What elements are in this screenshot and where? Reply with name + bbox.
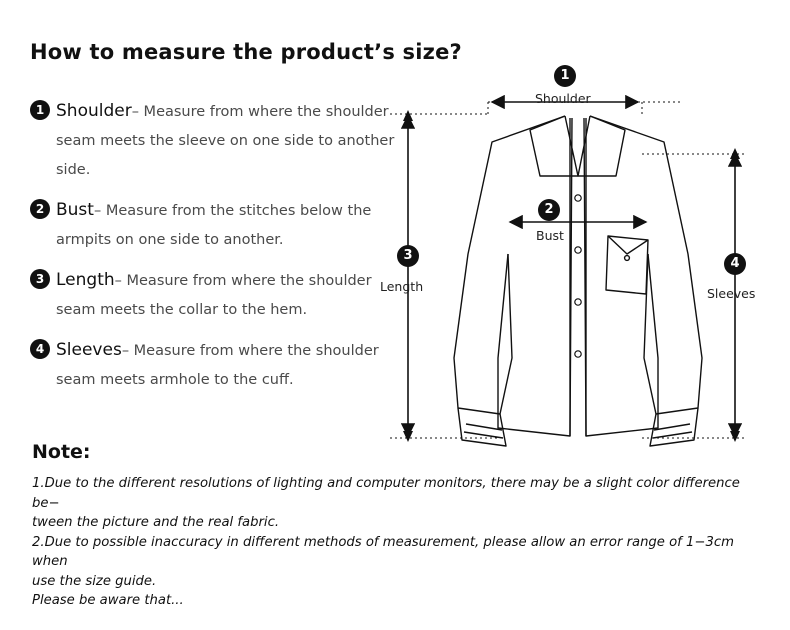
list-item <box>30 336 400 394</box>
shirt-measurement-diagram <box>380 58 780 448</box>
figure-label-sleeves: Sleeves <box>707 286 756 301</box>
figure-label-bust: Bust <box>536 228 564 243</box>
note-body <box>32 474 762 611</box>
note-line: Please be aware that... <box>32 593 184 608</box>
badge-number: 3 <box>30 269 50 289</box>
figure-badge-sleeves: 4 <box>724 253 746 275</box>
measurement-desc: – Measure from the stitches below the armpits on one side to another. <box>56 203 372 248</box>
badge-number: 4 <box>30 339 50 359</box>
figure-badge-length: 3 <box>397 245 419 267</box>
note-heading: Note: <box>32 441 91 463</box>
measurement-term: Bust <box>56 200 94 220</box>
note-line: 2.Due to possible inaccuracy in different methods of measurement, please allow an error range of 1−3cm when <box>32 534 734 569</box>
note-line: tween the picture and the real fabric. <box>32 515 280 530</box>
list-item <box>30 196 400 254</box>
figure-badge-bust: 2 <box>538 199 560 221</box>
badge-number: 1 <box>30 100 50 120</box>
measurement-list <box>30 97 400 406</box>
note-line: 1.Due to the different resolutions of lighting and computer monitors, there may be a slight color difference be− <box>32 476 740 511</box>
badge-number: 2 <box>30 199 50 219</box>
measurement-term: Shoulder <box>56 101 132 121</box>
shirt-illustration <box>380 58 780 448</box>
page-title: How to measure the product’s size? <box>30 40 462 64</box>
measurement-term: Sleeves <box>56 340 122 360</box>
list-item <box>30 266 400 324</box>
list-item <box>30 97 400 184</box>
note-line: use the size guide. <box>32 573 157 589</box>
measurement-desc: – Measure from where the shoulder seam meets the sleeve on one side to another side. <box>56 104 395 178</box>
figure-label-shoulder: Shoulder <box>535 91 591 106</box>
measurement-term: Length <box>56 270 115 290</box>
measurement-desc: – Measure from where the shoulder seam meets the collar to the hem. <box>56 273 372 318</box>
measurement-desc: – Measure from where the shoulder seam meets armhole to the cuff. <box>56 343 379 388</box>
figure-label-length: Length <box>380 279 424 294</box>
figure-badge-shoulder: 1 <box>554 65 576 87</box>
